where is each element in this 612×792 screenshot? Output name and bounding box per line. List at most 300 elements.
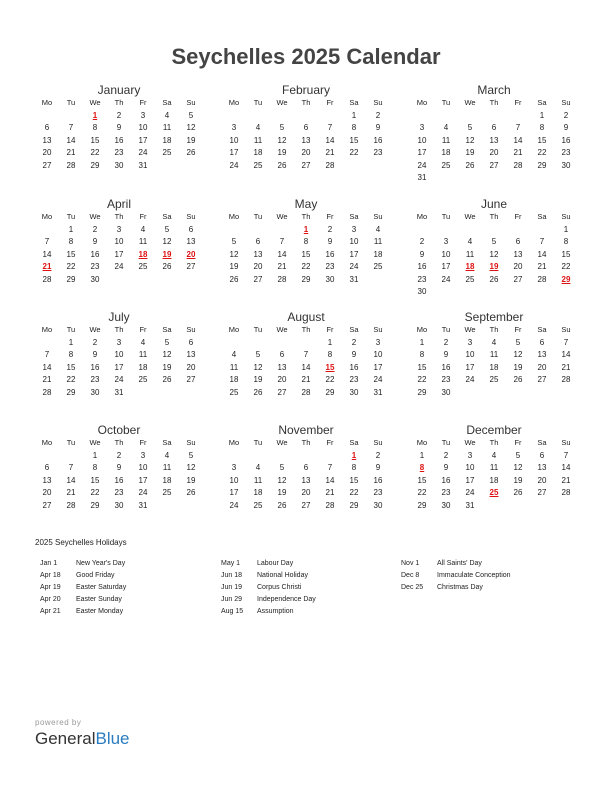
day-cell: 1 [68,337,74,347]
weekday-label: Fr [139,212,147,221]
holiday-row [221,606,401,618]
weekday-label: Sa [349,325,359,334]
empty-cell [35,337,59,350]
day-cell: 25 [253,160,263,170]
day-cell: 11 [253,475,263,485]
day-cell: 6 [255,237,261,246]
weekday-label: Su [561,438,571,447]
day-cell: 2 [419,237,425,246]
weekday-label: Tu [66,212,76,221]
day-cell: 26 [186,488,196,497]
day-cell: 4 [491,337,497,347]
day-cell: 5 [164,337,170,347]
weekday-label: Fr [139,98,147,107]
month-name: July [108,310,130,324]
month-may [222,197,390,286]
day-cell: 13 [301,135,311,145]
day-cell: 18 [465,262,475,271]
day-cell: 17 [441,262,451,271]
holiday-date: Jun 19 [221,584,243,591]
holiday-name: Easter Monday [76,608,124,615]
day-cell: 9 [327,237,333,246]
day-cell: 12 [186,463,196,472]
day-cell: 26 [162,262,172,271]
day-cell: 2 [443,450,449,460]
day-cell: 17 [373,362,383,372]
day-cell: 22 [301,262,311,271]
day-cell: 20 [42,488,52,497]
day-cell: 16 [441,475,451,485]
day-cell: 24 [465,488,475,497]
day-cell: 14 [277,249,287,259]
day-cell: 13 [489,135,499,145]
day-cell: 10 [138,463,148,472]
day-cell: 2 [116,110,122,120]
day-cell: 6 [539,337,545,347]
day-cell: 21 [301,375,311,384]
day-cell: 3 [231,463,237,472]
page-title: Seychelles 2025 Calendar [171,44,441,69]
day-cell: 7 [539,237,545,246]
empty-cell [530,224,554,237]
weekday-label: Mo [228,98,240,107]
day-cell: 12 [465,135,475,145]
day-cell: 19 [253,375,263,384]
day-cell: 16 [90,249,100,259]
day-cell: 7 [563,450,569,460]
empty-cell [270,224,294,237]
holiday-date: May 1 [221,560,241,567]
holiday-name: Assumption [257,608,294,615]
day-cell: 30 [325,274,335,284]
empty-cell [482,110,506,123]
day-cell: 4 [140,337,146,347]
day-cell: 17 [229,488,239,497]
day-cell: 25 [229,387,239,397]
day-cell: 14 [66,475,76,485]
day-cell: 8 [68,350,74,359]
day-cell: 15 [417,475,427,485]
day-cell: 14 [513,135,523,145]
day-cell: 16 [114,135,124,145]
day-cell: 31 [138,160,148,170]
day-cell: 9 [116,463,122,472]
month-name: September [464,310,524,324]
day-cell: 27 [42,500,52,510]
day-cell: 20 [186,362,196,372]
weekday-label: Th [301,325,311,334]
weekday-label: Su [373,98,383,107]
day-cell: 11 [138,350,148,359]
day-cell: 1 [68,224,74,234]
day-cell: 14 [325,475,335,485]
day-cell: 22 [66,262,76,271]
day-cell: 24 [441,274,451,284]
empty-cell [318,450,342,463]
day-cell: 23 [325,262,335,271]
day-cell: 12 [277,475,287,485]
holiday-row [401,570,581,582]
day-cell: 18 [253,148,263,157]
day-cell: 29 [90,500,100,510]
holidays-title: 2025 Seychelles Holidays [35,538,127,547]
day-cell: 5 [515,337,521,347]
day-cell: 5 [279,463,285,472]
day-cell: 8 [419,350,425,359]
day-cell: 22 [349,488,359,497]
day-cell: 9 [443,350,449,359]
day-cell: 16 [349,362,359,372]
holiday-date: Apr 18 [40,572,61,579]
day-cell: 19 [277,488,287,497]
weekday-label: Sa [349,438,359,447]
empty-cell [59,450,83,463]
weekday-label: Sa [162,325,172,334]
day-cell: 11 [162,123,172,132]
day-cell: 26 [186,148,196,157]
weekday-label: Su [186,98,196,107]
day-cell: 27 [537,488,547,497]
day-cell: 27 [186,375,196,384]
holiday-column [221,558,401,618]
holiday-name: Easter Sunday [76,596,122,603]
day-cell: 7 [303,350,309,359]
weekday-label: Sa [162,438,172,447]
day-cell: 23 [441,375,451,384]
holiday-date: Dec 25 [401,584,424,591]
day-cell: 11 [229,362,239,372]
day-cell: 4 [255,123,261,132]
day-cell: 15 [349,135,359,145]
weekday-label: We [464,98,476,107]
day-cell: 7 [327,123,333,132]
day-cell: 13 [42,475,52,485]
month-grid [222,324,390,399]
weekday-label: Mo [228,438,240,447]
day-cell: 20 [537,362,547,372]
day-cell: 3 [443,237,449,246]
day-cell: 13 [186,237,196,246]
weekday-label: Tu [253,438,263,447]
day-cell: 29 [301,274,311,284]
day-cell: 9 [375,463,381,472]
day-cell: 6 [188,224,194,234]
month-name: August [287,310,325,324]
day-cell: 24 [465,375,475,384]
day-cell: 22 [90,148,100,157]
day-cell: 30 [90,274,100,284]
day-cell: 18 [253,488,263,497]
day-cell: 23 [441,488,451,497]
day-cell: 26 [277,500,287,510]
day-cell: 11 [489,463,499,472]
day-cell: 8 [351,463,357,472]
weekday-label: Fr [326,212,334,221]
holiday-column [40,558,220,618]
day-cell: 29 [561,274,571,284]
day-cell: 5 [188,110,194,120]
day-cell: 10 [229,135,239,145]
empty-cell [222,450,246,463]
day-cell: 7 [44,237,50,246]
day-cell: 12 [253,362,263,372]
weekday-label: Mo [416,438,428,447]
month-june [410,197,578,299]
day-cell: 29 [66,274,76,284]
month-february [222,83,390,172]
month-grid [222,437,390,512]
day-cell: 1 [539,110,545,120]
month-october [35,423,203,512]
day-cell: 26 [277,160,287,170]
day-cell: 26 [465,160,475,170]
weekday-label: We [276,438,288,447]
day-cell: 26 [489,274,499,284]
brand [35,718,130,749]
day-cell: 14 [325,135,335,145]
empty-cell [246,450,270,463]
weekday-label: Mo [228,212,240,221]
weekday-label: Su [186,325,196,334]
empty-cell [506,110,530,123]
month-name: May [294,197,318,211]
day-cell: 15 [561,249,571,259]
month-grid [35,97,203,172]
day-cell: 22 [537,148,547,157]
day-cell: 9 [563,123,569,132]
day-cell: 8 [539,123,545,132]
day-cell: 9 [116,123,122,132]
day-cell: 28 [325,500,335,510]
day-cell: 18 [489,475,499,485]
day-cell: 27 [301,160,311,170]
day-cell: 22 [66,375,76,384]
holiday-row [40,570,220,582]
day-cell: 10 [114,350,124,359]
day-cell: 4 [255,463,261,472]
day-cell: 31 [349,274,359,284]
weekday-label: Mo [416,98,428,107]
day-cell: 16 [561,135,571,145]
empty-cell [410,224,434,237]
day-cell: 18 [138,362,148,372]
empty-cell [270,450,294,463]
day-cell: 25 [373,262,383,271]
day-cell: 6 [303,463,309,472]
day-cell: 4 [164,450,170,460]
day-cell: 30 [417,287,427,296]
day-cell: 12 [489,249,499,259]
day-cell: 16 [325,249,335,259]
day-cell: 10 [417,135,427,145]
month-april [35,197,203,286]
day-cell: 15 [90,475,100,485]
month-name: November [278,423,334,437]
empty-cell [294,337,318,350]
day-cell: 6 [188,337,194,347]
day-cell: 26 [229,274,239,284]
holiday-name: All Saints' Day [437,560,482,567]
day-cell: 23 [90,262,100,271]
brand-name-part1: General [35,729,96,748]
holiday-row [40,594,220,606]
day-cell: 26 [513,488,523,497]
weekday-label: Mo [41,98,53,107]
day-cell: 17 [465,475,475,485]
weekday-label: Th [114,98,124,107]
weekday-label: Th [489,98,499,107]
day-cell: 5 [279,123,285,132]
day-cell: 12 [513,350,523,359]
day-cell: 13 [301,475,311,485]
day-cell: 13 [186,350,196,359]
weekday-label: Fr [139,325,147,334]
day-cell: 6 [491,123,497,132]
day-cell: 11 [253,135,263,145]
day-cell: 21 [42,262,52,271]
brand-logo[interactable] [35,729,130,749]
day-cell: 17 [138,475,148,485]
holiday-row [221,558,401,570]
weekday-label: We [89,325,101,334]
day-cell: 29 [537,160,547,170]
month-december [410,423,578,512]
day-cell: 11 [138,237,148,246]
weekday-label: Sa [162,212,172,221]
weekday-label: We [464,438,476,447]
day-cell: 4 [375,224,381,234]
day-cell: 21 [42,375,52,384]
weekday-label: Mo [416,212,428,221]
day-cell: 14 [42,249,52,259]
day-cell: 29 [417,500,427,510]
day-cell: 3 [375,337,381,347]
day-cell: 10 [465,463,475,472]
day-cell: 24 [229,500,239,510]
weekday-label: Mo [228,325,240,334]
holiday-row [401,582,581,594]
weekday-label: Fr [326,98,334,107]
day-cell: 24 [138,488,148,497]
weekday-label: Fr [326,438,334,447]
weekday-label: Th [114,212,124,221]
weekday-label: Sa [349,98,359,107]
month-grid [222,211,390,286]
weekday-label: Sa [162,98,172,107]
weekday-label: We [89,438,101,447]
day-cell: 31 [465,500,475,510]
day-cell: 16 [373,475,383,485]
day-cell: 10 [138,123,148,132]
day-cell: 21 [561,475,571,485]
day-cell: 3 [467,450,473,460]
day-cell: 17 [417,148,427,157]
day-cell: 22 [90,488,100,497]
weekday-label: Th [301,212,311,221]
day-cell: 14 [561,463,571,472]
day-cell: 20 [513,262,523,271]
day-cell: 15 [349,475,359,485]
day-cell: 30 [561,160,571,170]
day-cell: 7 [68,123,74,132]
day-cell: 26 [253,387,263,397]
day-cell: 9 [92,237,98,246]
month-name: October [97,423,141,437]
day-cell: 31 [373,387,383,397]
day-cell: 4 [491,450,497,460]
weekday-label: Fr [514,212,522,221]
day-cell: 6 [539,450,545,460]
empty-cell [246,224,270,237]
day-cell: 4 [140,224,146,234]
empty-cell [35,450,59,463]
weekday-label: Fr [514,438,522,447]
day-cell: 9 [419,249,425,259]
day-cell: 25 [138,262,148,271]
day-cell: 23 [373,488,383,497]
day-cell: 30 [441,500,451,510]
day-cell: 5 [188,450,194,460]
day-cell: 1 [327,337,333,347]
weekday-label: Mo [416,325,428,334]
day-cell: 24 [373,375,383,384]
day-cell: 6 [303,123,309,132]
day-cell: 21 [325,488,335,497]
day-cell: 2 [563,110,569,120]
month-november [222,423,390,512]
weekday-label: We [276,325,288,334]
day-cell: 17 [114,362,124,372]
day-cell: 7 [515,123,521,132]
day-cell: 2 [92,224,98,234]
day-cell: 16 [114,475,124,485]
day-cell: 23 [114,488,124,497]
day-cell: 8 [92,463,98,472]
day-cell: 20 [489,148,499,157]
day-cell: 13 [277,362,287,372]
day-cell: 17 [465,362,475,372]
day-cell: 5 [467,123,473,132]
month-grid [222,97,390,172]
day-cell: 3 [116,337,122,347]
day-cell: 9 [443,463,449,472]
day-cell: 15 [66,362,76,372]
weekday-label: Su [561,98,571,107]
day-cell: 16 [90,362,100,372]
day-cell: 1 [92,110,98,120]
empty-cell [458,110,482,123]
holiday-name: New Year's Day [76,560,126,567]
day-cell: 15 [537,135,547,145]
weekday-label: Th [114,438,124,447]
day-cell: 30 [114,500,124,510]
day-cell: 11 [162,463,172,472]
day-cell: 24 [114,375,124,384]
day-cell: 28 [42,274,52,284]
weekday-label: Tu [441,325,451,334]
weekday-label: Tu [253,325,263,334]
holiday-column [401,558,581,594]
holiday-date: Jun 18 [221,572,243,579]
day-cell: 10 [349,237,359,246]
day-cell: 27 [301,500,311,510]
day-cell: 20 [301,488,311,497]
day-cell: 10 [465,350,475,359]
weekday-label: Tu [253,98,263,107]
day-cell: 20 [42,148,52,157]
day-cell: 23 [417,274,427,284]
day-cell: 1 [92,450,98,460]
